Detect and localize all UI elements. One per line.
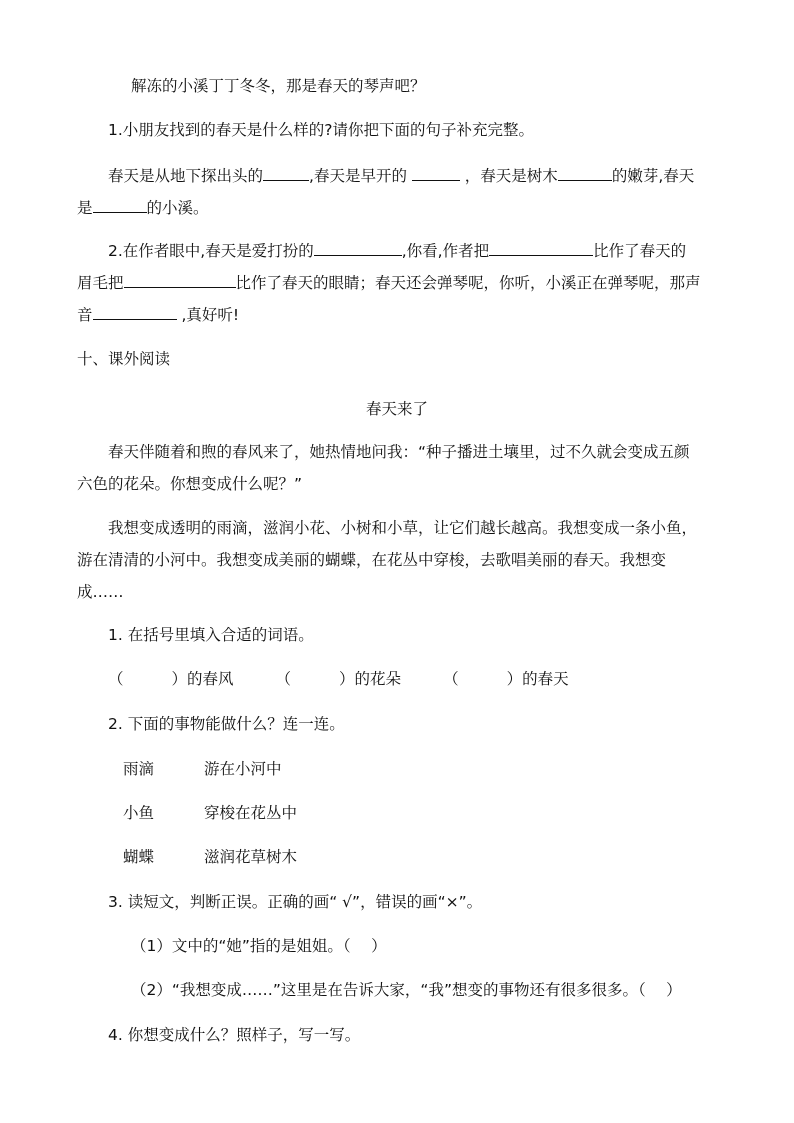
section-heading: 十、课外阅读 bbox=[77, 350, 171, 368]
match-right-item[interactable]: 游在小河中 bbox=[204, 760, 282, 778]
text-segment: ,你看,作者把 bbox=[401, 242, 490, 260]
text-segment: 的嫩芽,春天 bbox=[611, 167, 695, 185]
answer-blank[interactable] bbox=[263, 166, 309, 181]
fill-label: ）的春风 bbox=[171, 670, 234, 688]
question-2-line-1 bbox=[108, 241, 686, 261]
question-2-line-2 bbox=[77, 273, 701, 293]
match-left-item[interactable]: 雨滴 bbox=[123, 760, 155, 778]
open-paren: （ bbox=[443, 670, 459, 688]
judgement-item-1: （1）文中的“她”指的是姐姐。（ ） bbox=[131, 937, 387, 955]
question-2-line-3 bbox=[77, 305, 239, 325]
answer-blank[interactable] bbox=[558, 166, 612, 181]
passage-title: 春天来了 bbox=[365, 400, 428, 418]
passage-paragraph-2-line-3: 成…… bbox=[77, 583, 124, 601]
fill-slot[interactable] bbox=[124, 670, 172, 684]
fill-label: ）的花朵 bbox=[339, 670, 402, 688]
answer-blank[interactable] bbox=[489, 241, 593, 256]
text-segment: 是 bbox=[77, 199, 93, 217]
passage-paragraph-1-line-2: 六色的花朵。你想变成什么呢？” bbox=[77, 475, 303, 493]
open-paren: （ bbox=[275, 670, 292, 688]
passage-paragraph-1-line-1: 春天伴随着和煦的春风来了，她热情地问我：“种子播进土壤里，过不久就会变成五颜 bbox=[108, 443, 690, 461]
fill-slot[interactable] bbox=[459, 670, 507, 684]
fill-slot[interactable] bbox=[291, 670, 339, 684]
answer-blank[interactable] bbox=[93, 305, 177, 320]
text-segment: 的小溪。 bbox=[146, 199, 209, 217]
fill-in-row bbox=[108, 669, 569, 689]
match-left-item[interactable]: 小鱼 bbox=[123, 804, 155, 822]
answer-blank[interactable] bbox=[93, 198, 147, 213]
judgement-item-2: （2）“我想变成……”这里是在告诉大家，“我”想变的事物还有很多很多。（ ） bbox=[131, 981, 682, 999]
text-segment: ,春天是早开的 bbox=[309, 167, 412, 185]
reading-question-4: 4. 你想变成什么？照样子，写一写。 bbox=[108, 1026, 361, 1044]
passage-paragraph-2-line-2: 游在清清的小河中。我想变成美丽的蝴蝶，在花丛中穿梭，去歌唱美丽的春天。我想变 bbox=[77, 551, 667, 569]
text-segment: ,真好听! bbox=[176, 306, 240, 324]
reading-question-3: 3. 读短文，判断正误。正确的画“ √”，错误的画“×”。 bbox=[108, 893, 483, 911]
question-1-prompt: 1.小朋友找到的春天是什么样的?请你把下面的句子补充完整。 bbox=[108, 121, 535, 139]
text-segment: 比作了春天的 bbox=[593, 242, 687, 260]
match-left-item[interactable]: 蝴蝶 bbox=[123, 848, 155, 866]
answer-blank[interactable] bbox=[314, 241, 402, 256]
text-segment: 2.在作者眼中,春天是爱打扮的 bbox=[108, 242, 314, 260]
text-segment: 音 bbox=[77, 306, 93, 324]
match-right-item[interactable]: 穿梭在花丛中 bbox=[204, 804, 298, 822]
match-right-item[interactable]: 滋润花草树木 bbox=[204, 848, 298, 866]
answer-blank[interactable] bbox=[124, 273, 236, 288]
passage-paragraph-2-line-1: 我想变成透明的雨滴，滋润小花、小树和小草，让它们越长越高。我想变成一条小鱼， bbox=[108, 519, 698, 537]
text-segment: 比作了春天的眼睛；春天还会弹琴呢，你听，小溪正在弹琴呢，那声 bbox=[235, 274, 701, 292]
reading-question-2: 2. 下面的事物能做什么？连一连。 bbox=[108, 715, 345, 733]
reading-question-1: 1. 在括号里填入合适的词语。 bbox=[108, 626, 314, 644]
poem-line: 解冻的小溪丁丁冬冬，那是春天的琴声吧？ bbox=[131, 77, 426, 95]
text-segment: ，春天是树木 bbox=[459, 167, 558, 185]
question-1-line-2 bbox=[77, 198, 209, 218]
text-segment: 春天是从地下探出头的 bbox=[108, 167, 264, 185]
open-paren: （ bbox=[108, 670, 124, 688]
fill-label: ）的春天 bbox=[506, 670, 569, 688]
answer-blank[interactable] bbox=[412, 166, 460, 181]
text-segment: 眉毛把 bbox=[77, 274, 124, 292]
question-1-line-1 bbox=[108, 166, 694, 186]
